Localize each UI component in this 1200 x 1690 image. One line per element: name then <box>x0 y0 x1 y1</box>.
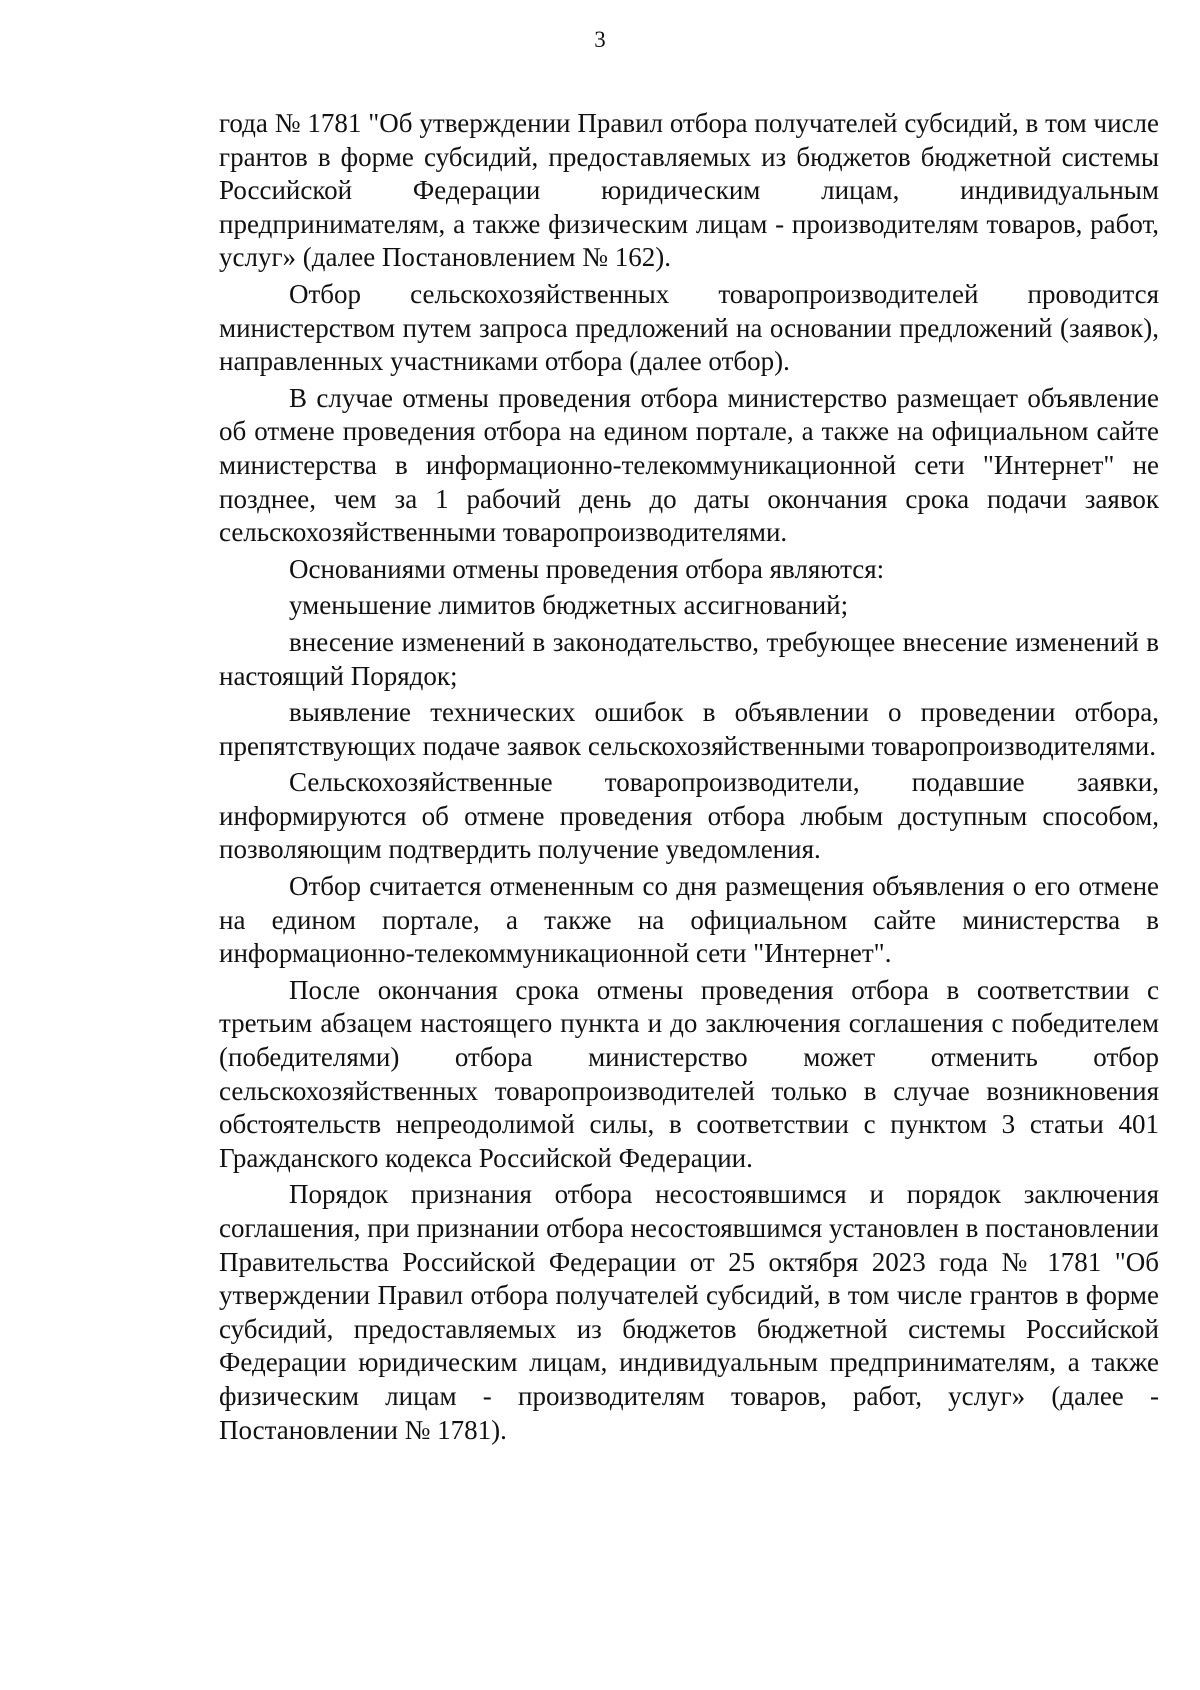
paragraph-cancellation-effective: Отбор считается отмененным со дня размещения объявления о его отмене на едином портале, а также на официальном сайте министерства в информационно-телекоммуникационной сети "Интернет". <box>219 871 1159 969</box>
page-number: 3 <box>594 27 606 52</box>
paragraph-ground-legislation-changes: внесение изменений в законодательство, требующее внесение изменений в настоящий Порядок; <box>219 626 1159 691</box>
paragraph-producers-informed: Сельскохозяйственные товаропроизводители, подавшие заявки, информируются об отмене проведения отбора любым доступным способом, позволяющим подтвердить получение уведомления. <box>219 767 1159 865</box>
paragraph-otbor-conducted: Отбор сельскохозяйственных товаропроизводителей проводится министерством путем запроса предложений на основании предложений (заявок), направленных участниками отбора (далее отбор). <box>219 278 1159 377</box>
paragraph-cancellation-grounds-heading: Основаниями отмены проведения отбора являются: <box>289 553 885 584</box>
paragraph-continuation-postanovlenie-162: года № 1781 "Об утверждении Правил отбора получателей субсидий, в том числе грантов в форме субсидий, предоставляемых из бюджетов бюджетной системы Российской Федерации юридическим лицам, индивидуальным предпринимателям, а также физическим лицам - производителям товаров, работ, услуг» (далее Постановлением № 162). <box>219 108 1159 273</box>
paragraph-force-majeure: После окончания срока отмены проведения отбора в соответствии с третьим абзацем настоящего пункта и до заключения соглашения с победителем (победителями) отбора министерство может отменить отбор сельскохозяйственных товаропроизводителей только в случае возникновения обстоятельств непреодолимой силы, в соответствии с пунктом 3 статьи 401 Гражданского кодекса Российской Федерации. <box>219 974 1159 1173</box>
paragraph-ground-budget-limits: уменьшение лимитов бюджетных ассигнований; <box>289 590 849 621</box>
paragraph-ground-technical-errors: выявление технических ошибок в объявлении о проведении отбора, препятствующих подаче заявок сельскохозяйственными товаропроизводителями. <box>219 697 1159 761</box>
paragraph-cancellation-announcement: В случае отмены проведения отбора министерство размещает объявление об отмене проведения отбора на едином портале, а также на официальном сайте министерства в информационно-телекоммуникационной сети "Интернет" не позднее, чем за 1 рабочий день до даты окончания срока подачи заявок сельскохозяйственными товаропроизводителями. <box>219 382 1159 548</box>
paragraph-failed-selection-procedure: Порядок признания отбора несостоявшимся и порядок заключения соглашения, при признании отбора несостоявшимся установлен в постановлении Правительства Российской Федерации от 25 октября 2023 года № 1781 "Об утверждении Правил отбора получателей субсидий, в том числе грантов в форме субсидий, предоставляемых из бюджетов бюджетной системы Российской Федерации юридическим лицам, индивидуальным предпринимателям, а также физическим лицам - производителям товаров, работ, услуг» (далее - Постановлении № 1781). <box>219 1179 1159 1445</box>
document-body <box>219 107 1159 1447</box>
